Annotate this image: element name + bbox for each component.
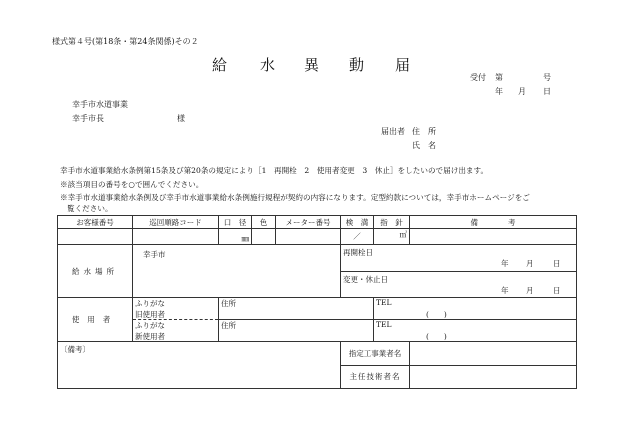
header-remarks: 備 考 xyxy=(410,216,577,229)
inspection-cell[interactable] xyxy=(341,229,374,245)
receipt-number-prefix: 第 xyxy=(495,73,503,82)
user-label: 使用者 xyxy=(58,297,133,342)
new-user-tel-parens: ( ) xyxy=(426,332,447,342)
inspection-separator: ／ xyxy=(353,232,361,242)
title-char-2: 水 xyxy=(260,56,276,74)
receipt-day: 日 xyxy=(543,87,551,96)
header-reading: 指 針 xyxy=(374,216,410,229)
change-date-cell[interactable] xyxy=(341,271,577,297)
change-date-label: 変更・休止日 xyxy=(343,274,388,284)
old-user-label: 旧使用者 xyxy=(135,309,165,319)
applicant-address-label: 住 所 xyxy=(412,127,436,136)
route-code-cell[interactable] xyxy=(133,229,219,245)
reopen-year: 年 xyxy=(501,259,509,269)
supply-place-cell[interactable] xyxy=(133,245,341,298)
old-user-tel-cell[interactable] xyxy=(374,297,577,319)
note-line-3: ※幸手市水道事業給水条例及び幸手市水道事業給水条例施行規程が契約の内容になります。定型約款については，幸手市ホームページをご xyxy=(60,193,530,202)
change-day: 日 xyxy=(553,285,561,295)
header-color: 色 xyxy=(252,216,276,229)
old-user-address-cell[interactable] xyxy=(219,297,374,319)
applicant-label: 届出者 xyxy=(381,127,405,136)
header-bore: 口 径 xyxy=(219,216,252,229)
note-line-1: 幸手市水道事業給水条例第15条及び第20条の規定により［1 再開栓 2 使用者変更 3 休止］をしたいので届け出ます。 xyxy=(60,166,489,175)
reading-unit: ㎥ xyxy=(399,230,407,240)
applicant-name-label: 氏 名 xyxy=(412,141,436,150)
water-change-table xyxy=(57,215,577,389)
engineer-label: 主任技術者名 xyxy=(341,365,410,388)
addressee-mayor: 幸手市長 xyxy=(72,114,104,123)
change-month: 月 xyxy=(526,285,534,295)
form-number: 様式第４号(第18条・第24条関係)その２ xyxy=(52,37,199,46)
title-char-3: 異 xyxy=(304,56,320,74)
receipt-number-suffix: 号 xyxy=(543,73,551,82)
header-customer-no: お客様番号 xyxy=(58,216,133,229)
new-user-address-label: 住所 xyxy=(221,321,236,331)
new-user-label: 新使用者 xyxy=(135,332,165,342)
new-user-address-cell[interactable] xyxy=(219,320,374,342)
note-line-2: ※該当項目の番号を○で囲んでください。 xyxy=(60,180,204,189)
addressee-utility: 幸手市水道事業 xyxy=(72,100,128,109)
note-line-4: 覧ください。 xyxy=(67,204,113,213)
old-user-furigana: ふりがな xyxy=(135,298,165,308)
memo-cell[interactable] xyxy=(58,342,341,389)
header-meter-no: メーター番号 xyxy=(276,216,341,229)
reading-cell[interactable] xyxy=(374,229,410,245)
title-char-1: 給 xyxy=(212,56,228,74)
contractor-label: 指定工事業者名 xyxy=(341,342,410,365)
supply-place-value: 幸手市 xyxy=(143,250,166,260)
memo-label: 〔備考〕 xyxy=(60,345,90,355)
receipt-month: 月 xyxy=(518,87,526,96)
header-route-code: 巡回順路コード xyxy=(133,216,219,229)
old-user-address-label: 住所 xyxy=(221,298,236,308)
new-user-tel-cell[interactable] xyxy=(374,320,577,342)
title-char-5: 届 xyxy=(395,56,411,74)
new-user-tel-label: TEL xyxy=(376,320,392,330)
reopen-month: 月 xyxy=(526,259,534,269)
old-user-tel-parens: ( ) xyxy=(426,309,447,319)
new-user-furigana: ふりがな xyxy=(135,321,165,331)
customer-no-cell[interactable] xyxy=(58,229,133,245)
receipt-label: 受付 xyxy=(470,73,486,82)
color-cell[interactable] xyxy=(252,229,276,245)
bore-unit: ㎜ xyxy=(241,234,249,244)
meter-no-cell[interactable] xyxy=(276,229,341,245)
change-year: 年 xyxy=(501,285,509,295)
engineer-value-cell[interactable] xyxy=(410,365,577,388)
old-user-tel-label: TEL xyxy=(376,297,392,307)
bore-cell[interactable] xyxy=(219,229,252,245)
receipt-year: 年 xyxy=(495,87,503,96)
header-inspection: 検 満 xyxy=(341,216,374,229)
reopen-day: 日 xyxy=(553,259,561,269)
new-user-name-cell[interactable] xyxy=(133,320,219,342)
reopen-date-cell[interactable] xyxy=(341,245,577,271)
title-char-4: 動 xyxy=(349,56,365,74)
remarks-cell[interactable] xyxy=(410,229,577,245)
old-user-name-cell[interactable] xyxy=(133,297,219,319)
contractor-value-cell[interactable] xyxy=(410,342,577,365)
addressee-honorific: 様 xyxy=(177,114,185,123)
supply-place-label: 給水場所 xyxy=(58,245,133,298)
reopen-date-label: 再開栓日 xyxy=(343,248,373,258)
